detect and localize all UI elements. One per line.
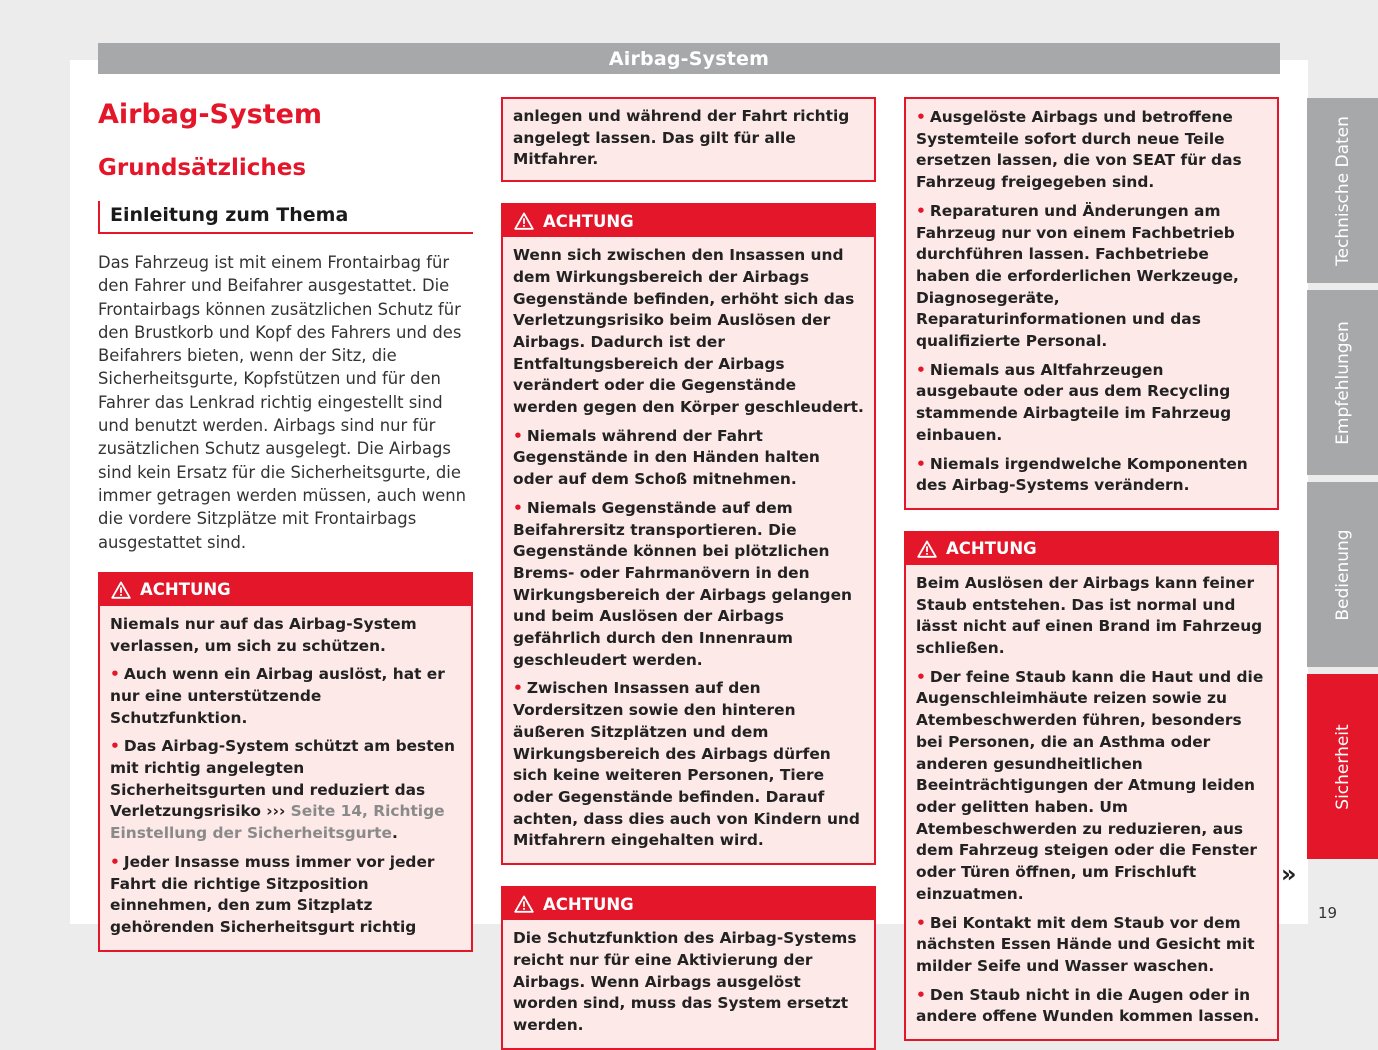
tab-sicherheit[interactable]: Sicherheit: [1307, 674, 1378, 859]
intro-paragraph: Das Fahrzeug ist mit einem Frontairbag für den Fahrer und Beifahrer ausgestattet. Die Frontairbags können zusätzlichen Schutz für den Brustkorb und Kopf des Fahrers und des Beifahrers bieten, wenn der Sitz, die Sicherheitsgurte, Kopfstützen und für den Fahrer das Lenkrad richtig eingestellt sind und benutzt werden. Airbags sind nur für zusätzlichen Schutz ausgelegt. Die Airbags sind kein Ersatz für die Sicherheitsgurte, die immer getragen werden müssen, auch wenn die vordere Sitzplätze mit Frontairbags ausgestattet sind.: [98, 253, 466, 552]
warning-box: [501, 886, 876, 1050]
warning-bullet: • Niemals während der Fahrt Gegenstände in den Händen halten oder auf dem Schoß mitnehmen.: [513, 426, 820, 489]
tab-bedienung[interactable]: Bedienung: [1307, 482, 1378, 667]
warning-lead: Wenn sich zwischen den Insassen und dem Wirkungsbereich der Airbags Gegenstände befinden, erhöht sich das Verletzungsrisiko beim Auslösen der Airbags. Dadurch ist der Entfaltungsbereich der Airbags verändert oder die Gegenstände werden gegen den Körper geschleudert.: [513, 246, 864, 417]
warning-bullet: • Niemals aus Altfahrzeugen ausgebaute oder aus dem Recycling stammende Airbagteile im Fahrzeug einbauen.: [916, 360, 1232, 444]
warning-bullet: • Jeder Insasse muss immer vor jeder Fahrt die richtige Sitzposition einnehmen, den zum Sitzplatz gehörenden Sicherheitsgurt richtig: [110, 852, 435, 936]
warning-box-continuation: [501, 97, 876, 182]
warning-header: [100, 574, 471, 606]
warning-bullet: • Auch wenn ein Airbag auslöst, hat er nur eine unterstützende Schutzfunktion.: [110, 665, 445, 727]
warning-bullet: • Reparaturen und Änderungen am Fahrzeug nur von einem Fachbetrieb durchführen lassen. Fachbetriebe haben die erforderlichen Werkzeuge, Diagnosegeräte, Reparaturinformationen und das qualifizierte Personal.: [916, 201, 1239, 351]
continued-text: anlegen und während der Fahrt richtig angelegt lassen. Das gilt für alle Mitfahrer.: [513, 107, 850, 169]
warning-header: [906, 533, 1277, 565]
page-reference-link[interactable]: Seite 14, Richtige Einstellung der Sicherheitsgurte: [110, 802, 445, 843]
warning-triangle-icon: [917, 540, 937, 558]
subsection-title: Einleitung zum Thema: [110, 204, 349, 226]
warning-bullet: • Niemals Gegenstände auf dem Beifahrersitz transportieren. Die Gegenstände können bei plötzlichen Brems- oder Fahrmanövern in den Wirkungsbereich der Airbags gelangen und beim Auslösen der Airbags gefährlich durch den Innenraum geschleudert werden.: [513, 498, 852, 669]
warning-bullet: • Niemals irgendwelche Komponenten des Airbag-Systems verändern.: [916, 454, 1248, 495]
column-1: [98, 97, 473, 952]
warning-bullet: • Zwischen Insassen auf den Vordersitzen sowie den hinteren äußeren Sitzplätzen und dem Wirkungsbereich des Airbags dürfen sich keine weiteren Personen, Tiere oder Gegenstände befinden. Darauf achten, dass dies auch von Kindern und Mitfahrern eingehalten wird.: [513, 679, 860, 850]
column-3: [904, 97, 1279, 1041]
section-title: Grundsätzliches: [98, 155, 307, 181]
tab-empfehlungen[interactable]: Empfehlungen: [1307, 290, 1378, 475]
continue-arrow-icon: »: [1281, 860, 1297, 888]
chapter-title: Airbag-System: [98, 99, 323, 130]
warning-bullet: • Der feine Staub kann die Haut und die Augenschleimhäute reizen sowie zu Atembeschwerden führen, besonders bei Personen, die an Asthma oder anderen gesundheitlichen Beeinträchtigungen der Atmung leiden oder gelitten haben. Um Atembeschwerden zu reduzieren, aus dem Fahrzeug steigen oder die Fenster oder Türen öffnen, um Frischluft einzuatmen.: [916, 667, 1264, 903]
warning-label: ACHTUNG: [543, 211, 634, 231]
warning-box: [501, 203, 876, 865]
warning-triangle-icon: [514, 895, 534, 913]
warning-bullet: • Das Airbag-System schützt am besten mit richtig angelegten Sicherheitsgurten und reduziert das Verletzungsrisiko ››› Seite 14, Richtige Einstellung der Sicherheitsgurte.: [110, 737, 455, 843]
warning-bullet: • Bei Kontakt mit dem Staub vor dem nächsten Essen Hände und Gesicht mit milder Seife und Wasser waschen.: [916, 913, 1255, 975]
warning-header: [503, 205, 874, 237]
warning-bullet: • Den Staub nicht in die Augen oder in andere offene Wunden kommen lassen.: [916, 985, 1260, 1026]
warning-box-continuation: [904, 97, 1279, 510]
warning-label: ACHTUNG: [543, 894, 634, 914]
warning-label: ACHTUNG: [140, 580, 231, 600]
warning-box: [904, 531, 1279, 1041]
xref-arrow: ›››: [266, 802, 286, 821]
tab-technische-daten[interactable]: Technische Daten: [1307, 98, 1378, 283]
warning-lead: Beim Auslösen der Airbags kann feiner Staub entstehen. Das ist normal und lässt nicht auf einen Brand im Fahrzeug schließen.: [916, 573, 1263, 658]
page-number: 19: [1318, 904, 1338, 922]
running-header: Airbag-System: [98, 43, 1280, 74]
warning-triangle-icon: [111, 581, 131, 599]
warning-box: [98, 572, 473, 952]
column-2: [501, 97, 876, 1050]
warning-lead: Niemals nur auf das Airbag-System verlassen, um sich zu schützen.: [110, 614, 417, 655]
warning-header: [503, 888, 874, 920]
subsection-heading: [98, 201, 473, 234]
warning-label: ACHTUNG: [946, 539, 1037, 559]
warning-lead: Die Schutzfunktion des Airbag-Systems reicht nur für eine Aktivierung der Airbags. Wenn Airbags ausgelöst worden sind, muss das System ersetzt werden.: [513, 929, 857, 1034]
warning-triangle-icon: [514, 212, 534, 230]
warning-bullet: • Ausgelöste Airbags und betroffene Systemteile sofort durch neue Teile ersetzen lassen, die von SEAT für das Fahrzeug freigegeben sind.: [916, 108, 1242, 192]
